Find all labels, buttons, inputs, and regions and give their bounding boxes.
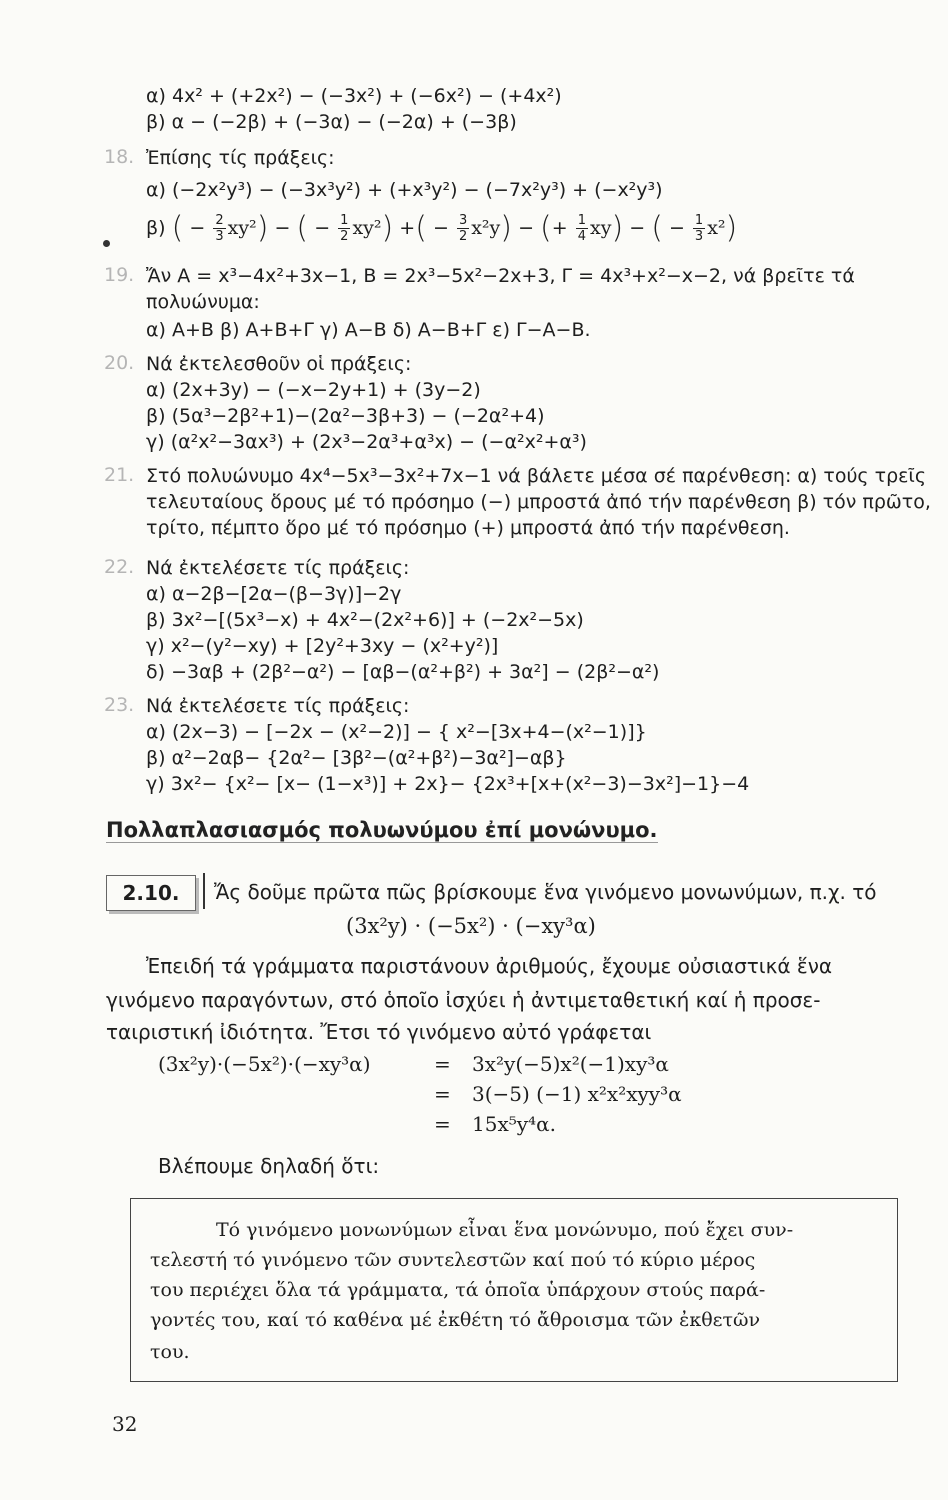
exercise-23-item-b: β) α²−2αβ− {2α²− [3β²−(α²+β²)−3α²]−αβ}: [146, 747, 567, 769]
exercise-20-item-b: β) (5α³−2β²+1)−(2α²−3β+3) − (−2α²+4): [146, 405, 545, 427]
product-expression: (3x²y) · (−5x²) · (−xy³α): [346, 914, 596, 938]
exercise-19-line-2: πολυώνυμα:: [146, 291, 260, 313]
exercise-20-number: 20.: [104, 352, 135, 374]
paragraph-line-3: ταιριστική ἰδιότητα. Ἔτσι τό γινόμενο αὐτό γράφεται: [106, 1020, 652, 1044]
paragraph-line-2: γινόμενο παραγόντων, στό ὁποῖο ἰσχύει ἡ ἀντιμεταθετική καί ἡ προσε-: [106, 988, 821, 1012]
bullet-dot: [103, 240, 110, 247]
rule-line-4: γοντές του, καί τό καθένα μέ ἐκθέτη τό ἄθροισμα τῶν ἐκθετῶν: [150, 1309, 761, 1331]
exercise-22-item-c: γ) x²−(y²−xy) + [2y²+3xy − (x²+y²)]: [146, 635, 499, 657]
exercise-22-number: 22.: [104, 556, 135, 578]
rule-line-2: τελεστή τό γινόμενο τῶν συντελεστῶν καί πού τό κύριο μέρος: [150, 1249, 756, 1271]
item-b-label: β): [146, 217, 166, 239]
equation-equals-3: =: [434, 1112, 451, 1136]
fraction-1-3: $\frac{1}{3}$: [694, 213, 704, 244]
fraction-1-2: $\frac{1}{2}$: [340, 213, 349, 244]
exercise-22-item-b: β) 3x²−[(5x³−x) + 4x²−(2x²+6)] + (−2x²−5x): [146, 609, 584, 631]
see-that-label: Βλέπουμε δηλαδή ὅτι:: [158, 1154, 380, 1178]
exercise-20-item-c: γ) (α²x²−3αx³) + (2x³−2α³+α³x) − (−α²x²+α³): [146, 431, 587, 453]
section-number-bar: [203, 873, 205, 909]
exercise-23-number: 23.: [104, 694, 135, 716]
section-intro: Ἄς δοῦμε πρῶτα πῶς βρίσκουμε ἕνα γινόμενο μονωνύμων, π.χ. τό: [214, 880, 877, 904]
exercise-18-item-b: β) ( − $\frac{2}{3}$ xy²) − ( − $\frac{1}{2}$ xy²) +( − $\frac{3}{2}$ x²y) − (+ $\frac{1}{4}$ xy) − ( − $\frac{1}{3}$ x²): [146, 210, 738, 246]
section-heading: Πολλαπλασιασμός πολυωνύμου ἐπί μονώνυμο.: [106, 818, 658, 842]
exercise-23-item-a: α) (2x−3) − [−2x − (x²−2)] − { x²−[3x+4−(x²−1)]}: [146, 721, 647, 743]
exercise-18-intro: Ἐπίσης τίς πράξεις:: [146, 147, 335, 169]
exercise-22-intro: Νά ἐκτελέσετε τίς πράξεις:: [146, 557, 410, 579]
fraction-3-2: $\frac{3}{2}$: [458, 213, 468, 244]
paragraph-line-1: Ἐπειδή τά γράμματα παριστάνουν ἀριθμούς, ἔχουμε οὐσιαστικά ἕνα: [146, 954, 833, 978]
rule-line-1: Τό γινόμενο μονωνύμων εἶναι ἕνα μονώνυμο, πού ἔχει συν-: [216, 1219, 794, 1241]
section-number-box: 2.10.: [106, 875, 196, 911]
exercise-22-item-a: α) α−2β−[2α−(β−3γ)]−2γ: [146, 583, 402, 605]
exercise-21-line-1: Στό πολυώνυμο 4x⁴−5x³−3x²+7x−1 νά βάλετε μέσα σέ παρένθεση: α) τούς τρεῖς: [146, 465, 926, 487]
exercise-17-item-b: β) α − (−2β) + (−3α) − (−2α) + (−3β): [146, 111, 517, 133]
exercise-23-intro: Νά ἐκτελέσετε τίς πράξεις:: [146, 695, 410, 717]
exercise-20-intro: Νά ἐκτελεσθοῦν οἱ πράξεις:: [146, 353, 412, 375]
exercise-21-line-3: τρίτο, πέμπτο ὅρο μέ τό πρόσημο (+) μπροστά ἀπό τήν παρένθεση.: [146, 517, 790, 539]
equation-rhs-2: 3(−5) (−1) x²x²xyy³α: [472, 1082, 682, 1106]
exercise-17-item-a: α) 4x² + (+2x²) − (−3x²) + (−6x²) − (+4x²): [146, 85, 562, 107]
exercise-22-item-d: δ) −3αβ + (2β²−α²) − [αβ−(α²+β²) + 3α²] − (2β²−α²): [146, 661, 660, 683]
equation-equals-1: =: [434, 1052, 451, 1076]
equation-lhs: (3x²y)·(−5x²)·(−xy³α): [158, 1052, 371, 1076]
exercise-21-number: 21.: [104, 464, 135, 486]
page-number: 32: [112, 1412, 138, 1436]
exercise-19-line-1: Ἄν Α = x³−4x²+3x−1, Β = 2x³−5x²−2x+3, Γ = 4x³+x²−x−2, νά βρεῖτε τά: [146, 265, 855, 287]
exercise-19-line-3: α) Α+Β β) Α+Β+Γ γ) Α−Β δ) Α−Β+Γ ε) Γ−Α−Β.: [146, 319, 591, 341]
rule-line-3: του περιέχει ὅλα τά γράμματα, τά ὁποῖα ὑπάρχουν στούς παρά-: [150, 1279, 766, 1301]
exercise-23-item-c: γ) 3x²− {x²− [x− (1−x³)] + 2x}− {2x³+[x+(x²−3)−3x²]−1}−4: [146, 773, 750, 795]
equation-rhs-1: 3x²y(−5)x²(−1)xy³α: [472, 1052, 669, 1076]
exercise-20-item-a: α) (2x+3y) − (−x−2y+1) + (3y−2): [146, 379, 481, 401]
rule-line-5: του.: [150, 1341, 190, 1363]
fraction-1-4: $\frac{1}{4}$: [577, 213, 586, 244]
exercise-21-line-2: τελευταίους ὅρους μέ τό πρόσημο (−) μπροστά ἀπό τήν παρένθεση β) τόν πρῶτο,: [146, 491, 931, 513]
equation-rhs-3: 15x⁵y⁴α.: [472, 1112, 556, 1136]
frac1-sign: −: [189, 217, 206, 239]
fraction-2-3: $\frac{2}{3}$: [215, 213, 224, 244]
exercise-19-number: 19.: [104, 264, 135, 286]
exercise-18-item-a: α) (−2x²y³) − (−3x³y²) + (+x³y²) − (−7x²y³) + (−x²y³): [146, 179, 663, 201]
exercise-18-number: 18.: [104, 146, 135, 168]
equation-equals-2: =: [434, 1082, 451, 1106]
